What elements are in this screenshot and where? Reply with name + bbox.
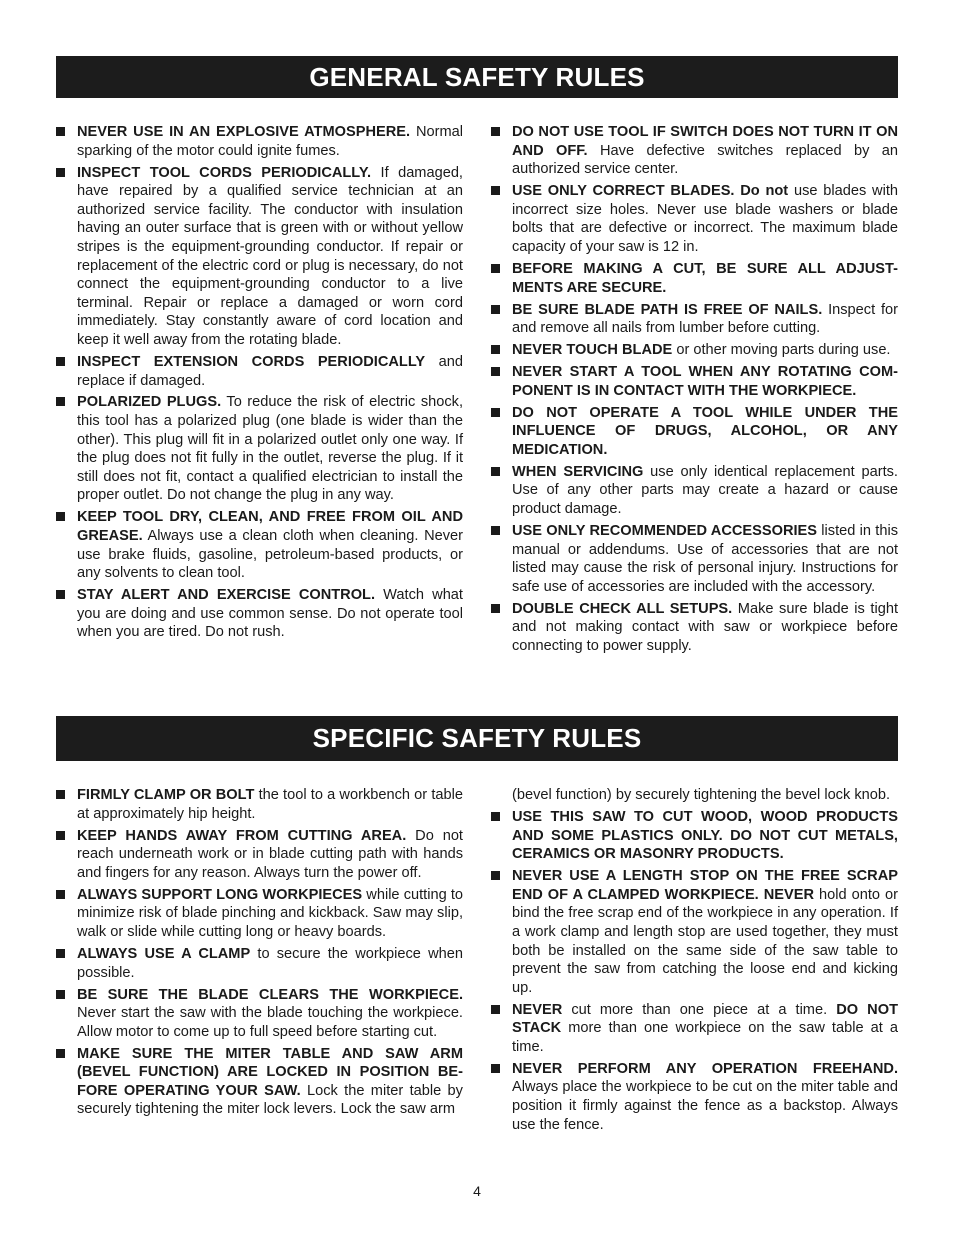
rule-heading: USE ONLY RECOMMENDED ACCESSORIES	[512, 523, 818, 539]
rule-text: To reduce the risk of electric shock, this tool has a polarized plug (one blade is wider than the other). This plug will fit in a polarized outlet only one way. If the plug does not fit fully in the outlet, reverse the plug. If it still does not fit, contact a qualified electrician to install the proper outlet. Do not change the plug in any way.	[77, 394, 463, 504]
bullet-square-icon	[56, 890, 65, 899]
rule-text: Never start the saw with the blade touching the workpiece. Allow motor to come up to full speed before starting cut.	[77, 1005, 463, 1040]
rule-item	[56, 986, 463, 1042]
rule-text: to secure the workpiece when possible.	[77, 945, 463, 981]
rule-text: the tool to a workbench or table at approximately hip height.	[77, 787, 463, 822]
rule-heading: DO NOT OPERATE A TOOL WHILE UNDER THE INFLUENCE OF DRUGS, ALCOHOL, OR ANY MEDICATION.	[512, 404, 898, 458]
rule-heading: NEVER USE A LENGTH STOP ON THE FREE SCRAP END OF A CLAMPED WORKPIECE. NEVER	[512, 868, 898, 903]
rule-item	[491, 404, 898, 460]
bullet-square-icon	[56, 1049, 65, 1058]
bullet-square-icon	[56, 790, 65, 799]
bullet-square-icon	[491, 305, 500, 314]
bullet-square-icon	[491, 408, 500, 417]
rule-text: Make sure blade is tight and not making contact with saw or workpiece before connecting to power supply.	[512, 600, 898, 654]
bullet-square-icon	[491, 264, 500, 273]
bullet-square-icon	[491, 467, 500, 476]
rule-item	[56, 508, 463, 582]
bullet-square-icon	[491, 812, 500, 821]
rule-text: Have defective switches replaced by an authorized service center.	[512, 142, 898, 178]
rule-text: and replace if damaged.	[77, 353, 464, 389]
rule-text: Do not reach underneath work or in blade cutting path with hands and fingers for any reason. Always turn the power off.	[77, 827, 463, 881]
bullet-square-icon	[56, 397, 65, 406]
bullet-square-icon	[491, 1005, 500, 1014]
rule-heading: USE ONLY CORRECT BLADES. Do not	[512, 183, 789, 200]
rule-item	[56, 827, 463, 883]
rule-heading: NEVER TOUCH BLADE	[512, 342, 673, 359]
bullet-square-icon	[491, 526, 500, 535]
rule-heading: KEEP HANDS AWAY FROM CUTTING AREA.	[77, 827, 407, 844]
rule-item	[56, 164, 463, 350]
bullet-square-icon	[491, 345, 500, 354]
rule-text: Always place the workpiece to be cut on the miter table and position it firmly against the fence as a backstop. Always use the fence.	[512, 1079, 898, 1133]
rule-heading: NEVER USE IN AN EXPLOSIVE ATMOSPHERE.	[77, 124, 411, 140]
bullet-square-icon	[491, 871, 500, 880]
rule-text: use only identical replacement parts. Use of any other parts may create a hazard or cause product damage.	[512, 463, 898, 518]
rule-text: Inspect for and remove all nails from lumber before cutting.	[512, 301, 898, 337]
rule-item	[491, 463, 898, 519]
bullet-square-icon	[56, 127, 65, 136]
rule-item	[491, 867, 898, 997]
rule-text: Normal sparking of the motor could ignite fumes.	[77, 124, 463, 159]
rule-heading: ALWAYS USE A CLAMP	[77, 945, 251, 962]
general-safety-rules-heading: GENERAL SAFETY RULES	[56, 56, 898, 98]
rule-heading: DO NOT STACK	[512, 1001, 898, 1037]
general-rules-right-column	[491, 123, 898, 659]
rule-heading: NEVER PERFORM ANY OPERATION FREEHAND.	[512, 1060, 898, 1077]
rule-item	[56, 393, 463, 505]
rule-item	[56, 123, 463, 160]
rule-item	[491, 1060, 898, 1134]
rule-heading: BEFORE MAKING A CUT, BE SURE ALL ADJUST-MENTS ARE SECURE.	[512, 260, 898, 296]
bullet-square-icon	[56, 949, 65, 958]
rule-text: Always use a clean cloth when cleaning. Never use brake fluids, gasoline, petroleum-based products, or any solvents to clean tool.	[77, 528, 463, 582]
rule-text: If damaged, have repaired by a qualified service technician at an authorized service facility. The conductor with insulation having an outer surface that is green with or without yellow stripes is the equipment-grounding conductor. If repair or replacement of the electric cord or plug is necessary, do not connect the equipment-grounding conductor to a live terminal. Repair or replace a damaged or worn cord immediately. Stay constantly aware of cord location and keep it well away from the rotating blade.	[77, 164, 463, 348]
rule-text: Watch what you are doing and use common sense. Do not operate tool when you are tired. Do not rush.	[77, 587, 463, 641]
bullet-square-icon	[491, 1064, 500, 1073]
rule-heading: ALWAYS SUPPORT LONG WORKPIECES	[77, 886, 363, 903]
rule-heading: INSPECT EXTENSION CORDS PERIODICALLY	[77, 353, 426, 370]
general-rules-left-column	[56, 123, 463, 645]
rule-text: listed in this manual or addendums. Use of accessories that are not listed may cause the risk of personal injury. Instructions for safe use of accessories are included with the accessory.	[512, 523, 898, 595]
rule-text: or other moving parts during use.	[672, 342, 891, 359]
rule-item	[56, 353, 463, 390]
rule-heading: STAY ALERT AND EXERCISE CONTROL.	[77, 587, 376, 604]
rule-item	[56, 786, 463, 823]
rule-item	[491, 808, 898, 864]
rule-item	[56, 945, 463, 982]
specific-rules-left-column	[56, 786, 463, 1122]
rule-heading: NEVER	[512, 1001, 563, 1018]
rule-heading: DOUBLE CHECK ALL SETUPS.	[512, 600, 733, 617]
rule-heading: NEVER START A TOOL WHEN ANY ROTATING COM-PONENT IS IN CONTACT WITH THE WORKPIECE.	[512, 364, 898, 399]
rule-item	[491, 341, 898, 360]
bullet-square-icon	[491, 367, 500, 376]
rule-continuation: (bevel function) by securely tightening the bevel lock knob.	[512, 787, 891, 803]
rule-item	[491, 182, 898, 256]
rule-item	[491, 522, 898, 596]
rule-text: use blades with incorrect size holes. Never use blade washers or blade bolts that are defective or incorrect. The maximum blade capacity of your saw is 12 in.	[512, 183, 898, 255]
rule-heading: DO NOT USE TOOL IF SWITCH DOES NOT TURN IT ON AND OFF.	[512, 124, 898, 159]
rule-item	[56, 886, 463, 942]
bullet-square-icon	[491, 186, 500, 195]
rule-text: hold onto or bind the free scrap end of the workpiece in any operation. If a work clamp and length stop are used together, they must both be installed on the same side of the saw table to prevent the saw from catching the loose end and kicking up.	[512, 886, 898, 996]
rule-heading: INSPECT TOOL CORDS PERIODICALLY.	[77, 164, 372, 181]
bullet-square-icon	[56, 512, 65, 521]
rule-item	[491, 363, 898, 400]
page-number: 4	[473, 1183, 481, 1199]
rule-text: while cutting to minimize risk of blade pinching and kickback. Saw may slip, walk or slide while cutting long or heavy boards.	[77, 886, 464, 940]
specific-safety-rules-heading: SPECIFIC SAFETY RULES	[56, 716, 898, 761]
bullet-square-icon	[56, 168, 65, 177]
rule-item	[491, 1001, 898, 1057]
bullet-square-icon	[491, 127, 500, 136]
rule-heading: BE SURE BLADE PATH IS FREE OF NAILS.	[512, 301, 823, 318]
rule-heading: FIRMLY CLAMP OR BOLT	[77, 787, 255, 803]
rule-heading: POLARIZED PLUGS.	[77, 394, 222, 411]
rule-heading: BE SURE THE BLADE CLEARS THE WORKPIECE.	[77, 986, 463, 1003]
rule-heading: MAKE SURE THE MITER TABLE AND SAW ARM (BEVEL FUNCTION) ARE LOCKED IN POSITION BE-FORE OPERATING YOUR SAW.	[77, 1045, 463, 1099]
bullet-square-icon	[56, 990, 65, 999]
specific-rules-right-column	[491, 786, 898, 1138]
bullet-square-icon	[56, 831, 65, 840]
rule-item	[491, 301, 898, 338]
rule-heading: WHEN SERVICING	[512, 463, 644, 480]
bullet-square-icon	[491, 604, 500, 613]
rule-text: Lock the miter table by securely tightening the miter lock levers. Lock the saw arm	[77, 1082, 463, 1118]
rule-text: cut more than one piece at a time.	[562, 1001, 837, 1018]
rule-item	[56, 1045, 463, 1119]
bullet-square-icon	[56, 357, 65, 366]
rule-heading: KEEP TOOL DRY, CLEAN, AND FREE FROM OIL AND GREASE.	[77, 509, 463, 545]
bullet-square-icon	[56, 590, 65, 599]
rule-item	[491, 600, 898, 656]
rule-heading: USE THIS SAW TO CUT WOOD, WOOD PRODUCTS AND SOME PLASTICS ONLY. DO NOT CUT METALS, CERAMICS OR MASONRY PRODUCTS.	[512, 808, 898, 863]
rule-item	[491, 123, 898, 179]
rule-item	[491, 260, 898, 297]
rule-text: more than one workpiece on the saw table at a time.	[512, 1020, 898, 1055]
rule-item	[56, 586, 463, 642]
